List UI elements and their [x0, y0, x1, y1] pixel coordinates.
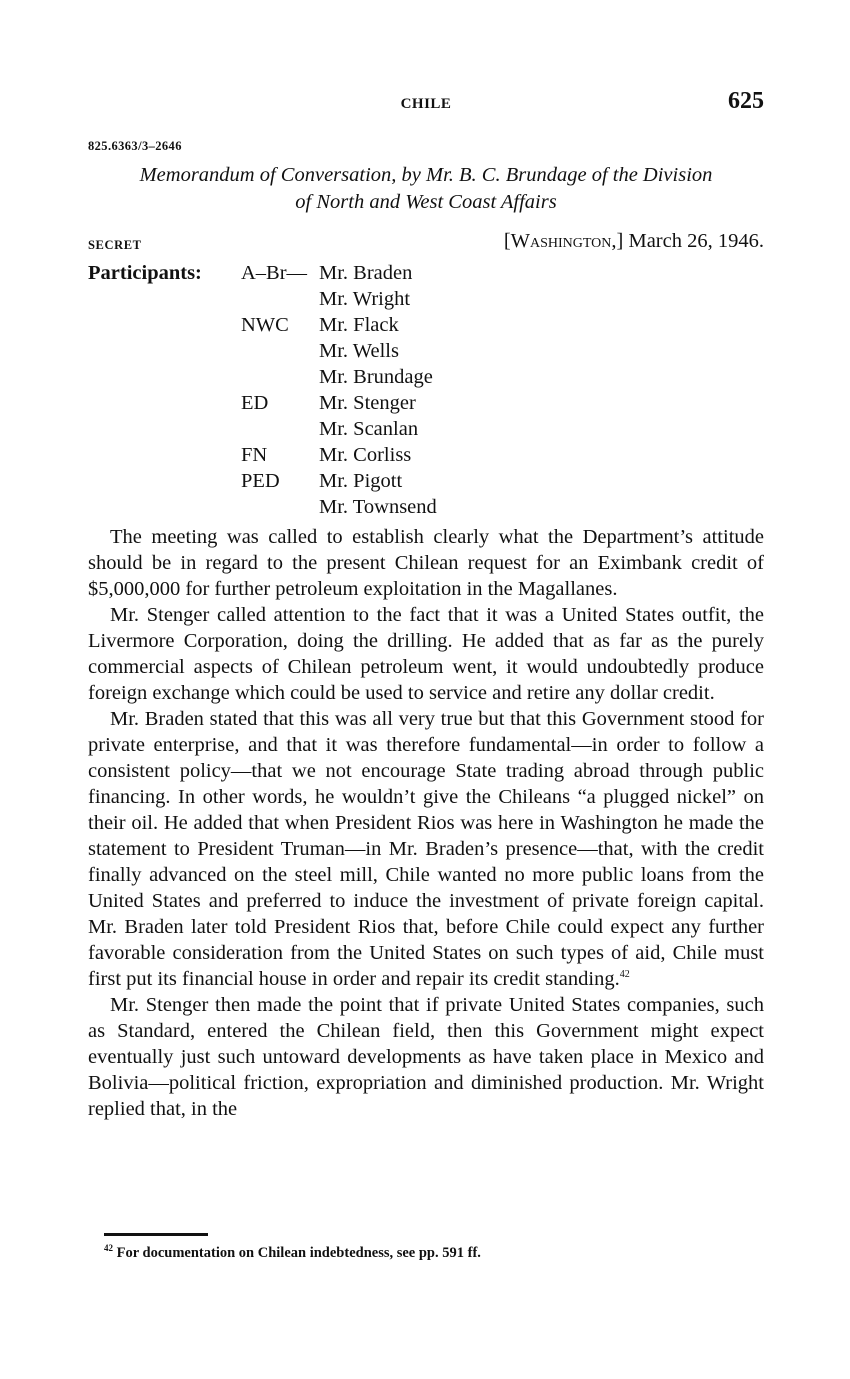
- participant-name: Mr. Townsend: [319, 496, 437, 518]
- file-number: 825.6363/3–2646: [88, 139, 182, 153]
- paragraph: Mr. Stenger called attention to the fact that it was a United States outfit, the Livermore Corporation, doing the drilling. He added that as far as the purely commercial aspects of Chilean petroleum went, it would undoubtedly produce foreign exchange which could be used to service and retire any dollar credit.: [88, 604, 764, 704]
- page-number: 625: [728, 88, 764, 114]
- document-title-line-2: of North and West Coast Affairs: [295, 191, 557, 213]
- participant-name: Mr. Wells: [319, 340, 399, 362]
- participant-name: Mr. Scanlan: [319, 418, 419, 440]
- dateline: [88, 230, 764, 258]
- participant-row: [241, 260, 412, 286]
- participant-row: [241, 338, 399, 364]
- participant-row: [241, 364, 433, 390]
- participant-name: Mr. Stenger: [319, 392, 416, 414]
- participant-office: ED: [241, 392, 269, 414]
- footnote-text: For documentation on Chilean indebtedness, see pp. 591 ff.: [116, 1245, 481, 1261]
- participant-name: Mr. Wright: [319, 288, 411, 310]
- date: March 26, 1946.: [628, 230, 764, 252]
- participant-row: [241, 416, 418, 442]
- footnote-marker: 42: [104, 1243, 113, 1254]
- document-title-line-1: Memorandum of Conversation, by Mr. B. C. Brundage of the Division: [139, 164, 713, 186]
- footnote-rule: [104, 1233, 208, 1236]
- participant-row: [241, 494, 437, 520]
- participant-office: FN: [241, 444, 268, 466]
- participants-label: Participants:: [88, 262, 202, 284]
- participant-row: [241, 468, 402, 494]
- footnote-reference: 42: [619, 969, 630, 981]
- participant-row: [241, 390, 416, 416]
- place-and-date: [Washington,] March 26, 1946.: [503, 230, 764, 252]
- classification-marking: SECRET: [88, 238, 142, 252]
- paragraph: The meeting was called to establish clearly what the Department’s attitude should be in regard to the present Chilean request for an Eximbank credit of $5,000,000 for further petroleum exploitation in the Magallanes.: [88, 526, 764, 600]
- document-title: [88, 162, 764, 216]
- running-head-title: CHILE: [400, 96, 452, 112]
- participant-row: [241, 286, 410, 312]
- footnote: [104, 1245, 481, 1262]
- participant-name: Mr. Corliss: [319, 444, 412, 466]
- participant-name: Mr. Flack: [319, 314, 399, 336]
- participant-name: Mr. Braden: [319, 262, 413, 284]
- paragraph: Mr. Stenger then made the point that if private United States companies, such as Standard, entered the Chilean field, then this Government might expect eventually just such untoward developments as have taken place in Mexico and Bolivia—political friction, expropriation and diminished production. Mr. Wright replied that, in the: [88, 994, 764, 1120]
- paragraph-text: Mr. Braden stated that this was all very true but that this Government stood for private enterprise, and that it was therefore fundamental—in order to follow a consistent policy—that we not encourage State trading abroad through public financing. In other words, he wouldn’t give the Chileans “a plugged nickel” on their oil. He added that when President Rios was here in Washington he made the statement to President Truman—in Mr. Braden’s presence—that, with the credit finally advanced on the steel mill, Chile wanted no more public loans from the United States and preferred to induce the investment of private foreign capital. Mr. Braden later told President Rios that, before Chile could expect any further favorable consideration from the United States on such types of aid, Chile must first put its financial house in order and repair its credit standing.: [88, 708, 764, 990]
- participant-office: PED: [241, 470, 280, 492]
- participant-name: Mr. Brundage: [319, 366, 433, 388]
- memorandum-body: [88, 524, 764, 1122]
- participant-row: [241, 312, 399, 338]
- participant-office: A–Br—: [241, 262, 308, 284]
- participant-row: [241, 442, 411, 468]
- paragraph: [88, 706, 764, 992]
- place: Washington: [510, 230, 612, 252]
- participant-name: Mr. Pigott: [319, 470, 403, 492]
- participant-office: NWC: [241, 314, 289, 336]
- running-head: [88, 88, 764, 122]
